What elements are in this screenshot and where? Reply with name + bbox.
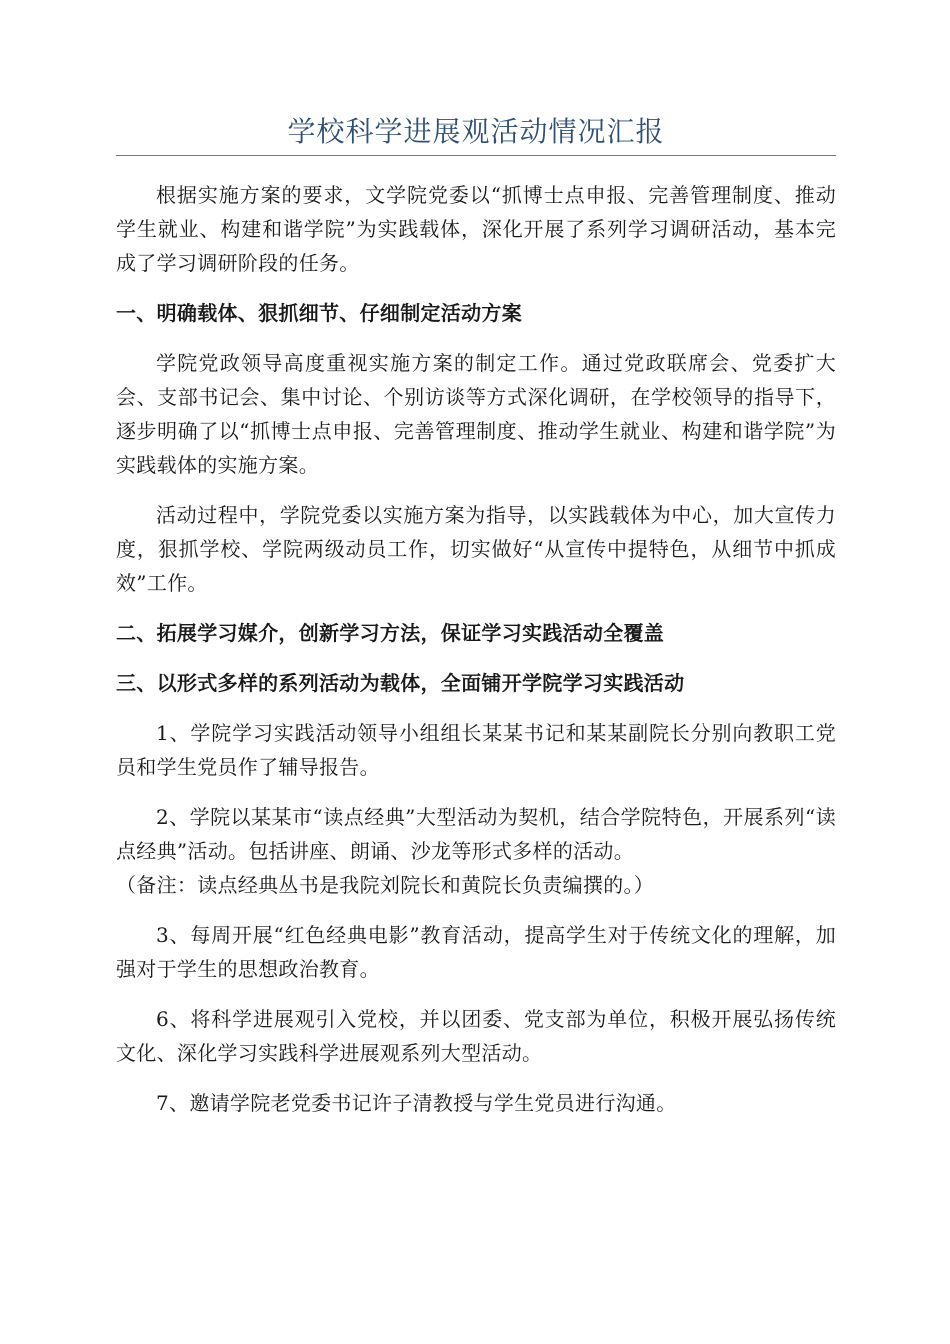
section-3-item-2-note: （备注：读点经典丛书是我院刘院长和黄院长负责编撰的。） [116, 873, 655, 897]
section-3-item-2: 2、学院以某某市“读点经典”大型活动为契机，结合学院特色，开展系列“读点经典”活动。包括讲座、朗诵、沙龙等形式多样的活动。 [116, 805, 836, 863]
section-3-item-6: 6、将科学进展观引入党校，并以团委、党支部为单位，积极开展弘扬传统文化、深化学习实践科学进展观系列大型活动。 [116, 1007, 836, 1065]
section-3-item-2-block [116, 800, 836, 902]
section-3-item-1: 1、学院学习实践活动领导小组组长某某书记和某某副院长分别向教职工党员和学生党员作了辅导报告。 [116, 721, 836, 779]
title-underline [116, 155, 836, 156]
section-1-paragraph-1: 学院党政领导高度重视实施方案的制定工作。通过党政联席会、党委扩大会、支部书记会、集中讨论、个别访谈等方式深化调研，在学校领导的指导下，逐步明确了以“抓博士点申报、完善管理制度、推动学生就业、构建和谐学院”为实践载体的实施方案。 [116, 351, 836, 477]
intro-paragraph: 根据实施方案的要求，文学院党委以“抓博士点申报、完善管理制度、推动学生就业、构建和谐学院”为实践载体，深化开展了系列学习调研活动，基本完成了学习调研阶段的任务。 [116, 183, 836, 275]
document-title: 学校科学进展观活动情况汇报 [287, 115, 665, 148]
section-2-heading: 二、拓展学习媒介，创新学习方法，保证学习实践活动全覆盖 [116, 621, 665, 645]
section-3-item-3: 3、每周开展“红色经典电影”教育活动，提高学生对于传统文化的理解，加强对于学生的思想政治教育。 [116, 923, 836, 981]
section-1-paragraph-2: 活动过程中，学院党委以实施方案为指导，以实践载体为中心，加大宣传力度，狠抓学校、学院两级动员工作，切实做好“从宣传中提特色，从细节中抓成效”工作。 [116, 503, 836, 595]
document-body [116, 178, 836, 1136]
section-3-item-7: 7、邀请学院老党委书记许子清教授与学生党员进行沟通。 [156, 1091, 677, 1115]
section-3-heading: 三、以形式多样的系列活动为载体，全面铺开学院学习实践活动 [116, 671, 685, 695]
section-1-heading: 一、明确载体、狠抓细节、仔细制定活动方案 [116, 301, 522, 325]
